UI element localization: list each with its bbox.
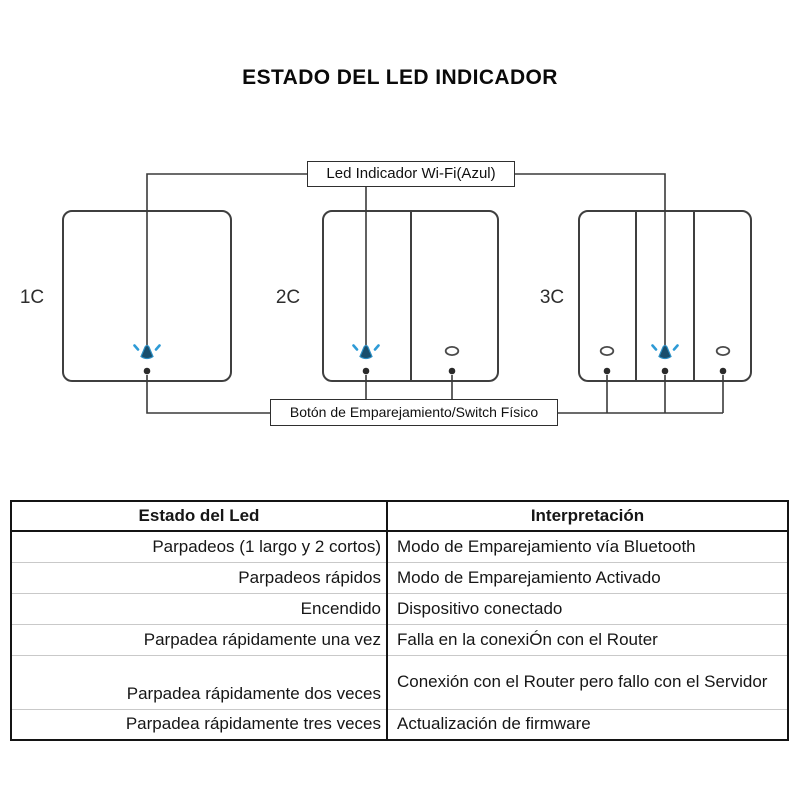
table-row xyxy=(11,531,788,562)
switch-label-3c: 3C xyxy=(539,287,565,308)
interpretation-cell: Falla en la conexiÓn con el Router xyxy=(387,624,788,655)
table-row xyxy=(11,593,788,624)
page-title: ESTADO DEL LED INDICADOR xyxy=(242,66,558,89)
interpretation-cell: Actualización de firmware xyxy=(387,709,788,740)
table-row xyxy=(11,655,788,709)
header-interpretacion: Interpretación xyxy=(387,501,788,531)
led-state-cell: Parpadeos (1 largo y 2 cortos) xyxy=(11,531,387,562)
header-estado-del-led: Estado del Led xyxy=(11,501,387,531)
switch-gang xyxy=(324,212,410,380)
switch-3-gang xyxy=(578,210,752,382)
interpretation-cell: Dispositivo conectado xyxy=(387,593,788,624)
switch-gang xyxy=(635,212,692,380)
interpretation-cell: Conexión con el Router pero fallo con el Servidor xyxy=(387,655,788,709)
switch-gang xyxy=(693,212,750,380)
switch-gang xyxy=(410,212,498,380)
table-header-row xyxy=(11,501,788,531)
led-states-table xyxy=(10,500,789,741)
led-state-cell: Parpadea rápidamente tres veces xyxy=(11,709,387,740)
table-row xyxy=(11,624,788,655)
switch-label-2c: 2C xyxy=(275,287,301,308)
led-state-cell: Encendido xyxy=(11,593,387,624)
table-row xyxy=(11,709,788,740)
wifi-led-callout: Led Indicador Wi-Fi(Azul) xyxy=(307,161,515,187)
switch-gang xyxy=(64,212,230,380)
switch-2-gang xyxy=(322,210,499,382)
interpretation-cell: Modo de Emparejamiento Activado xyxy=(387,562,788,593)
switch-label-1c: 1C xyxy=(19,287,45,308)
switch-1-gang xyxy=(62,210,232,382)
interpretation-cell: Modo de Emparejamiento vía Bluetooth xyxy=(397,536,696,556)
pairing-button-callout: Botón de Emparejamiento/Switch Físico xyxy=(270,399,558,426)
switch-gang xyxy=(580,212,635,380)
led-state-cell: Parpadea rápidamente una vez xyxy=(11,624,387,655)
led-state-cell: Parpadeos rápidos xyxy=(11,562,387,593)
led-state-cell: Parpadea rápidamente dos veces xyxy=(11,655,387,709)
table-row xyxy=(11,562,788,593)
